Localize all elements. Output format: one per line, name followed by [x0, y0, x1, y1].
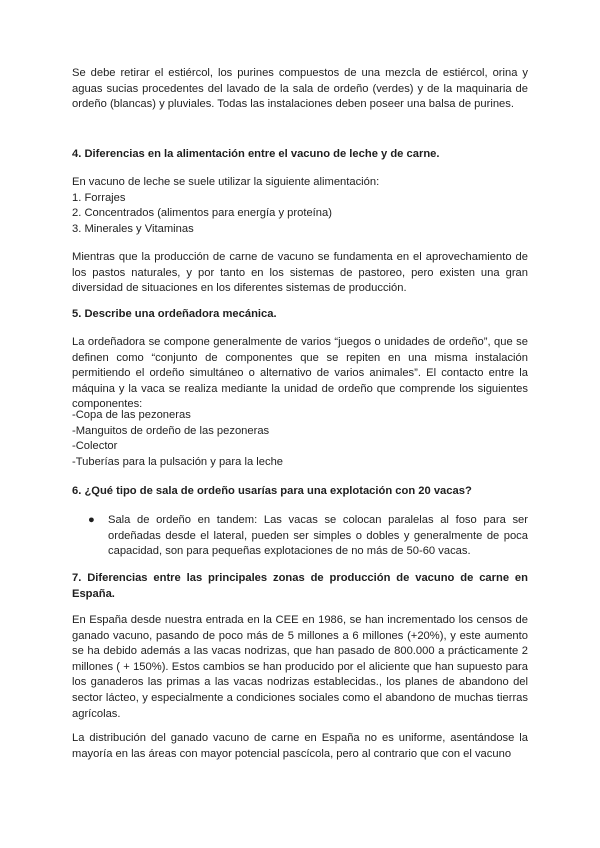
- heading-q6: 6. ¿Qué tipo de sala de ordeño usarías para una explotación con 20 vacas?: [72, 485, 472, 497]
- list-item: 3. Minerales y Vitaminas: [72, 222, 194, 235]
- paragraph-carne: Mientras que la producción de carne de vacuno se fundamenta en el aprovechamiento de los pastos naturales, y por tanto en los sistemas de pastoreo, pero existen una gran diversidad de situaciones en los diferentes sistemas de producción.: [72, 251, 528, 295]
- leche-intro: En vacuno de leche se suele utilizar la siguiente alimentación:: [72, 176, 380, 188]
- list-item: -Tuberías para la pulsación y para la leche: [72, 455, 284, 468]
- list-item: -Manguitos de ordeño de las pezoneras: [72, 424, 270, 437]
- paragraph-espana: En España desde nuestra entrada en la CEE en 1986, se han incrementado los censos de ganado vacuno, pasando de poco más de 5 millones a 6 millones (+20%), y este aumento se ha debido además a las vacas nodrizas, que han pasado de 800.000 a prácticamente 2 millones ( + 150%). Estos cambios se han producido por el aliciente que han supuesto para los ganaderos las primas a las vacas nodrizas establecidas., los planes de abandono del sector lácteo, y especialmente a condiciones sociales como el abandono de muchas tierras agrícolas.: [72, 614, 528, 720]
- componentes-list: [72, 408, 528, 470]
- paragraph-ordenadora: La ordeñadora se compone generalmente de varios “juegos o unidades de ordeño”, que se definen como “conjunto de componentes que se repiten en una misma instalación permitiendo el ordeño simultáneo o alternativo de varios animales”. El contacto entre la máquina y la vaca se realiza mediante la unidad de ordeño que comprende los siguientes componentes:: [72, 336, 528, 411]
- list-item: -Copa de las pezoneras: [72, 409, 191, 421]
- list-item: -Colector: [72, 440, 118, 453]
- leche-list: [72, 175, 528, 237]
- paragraph-purines: Se debe retirar el estiércol, los purines compuestos de una mezcla de estiércol, orina y aguas sucias procedentes del lavado de la sala de ordeño (verdes) y de la maquinaria de ordeño (blancas) y pluviales. Todas las instalaciones deben poseer una balsa de purines.: [72, 67, 528, 111]
- paragraph-distribucion: La distribución del ganado vacuno de carne en España no es uniforme, asentándose la mayoría en las áreas con mayor potencial pascícola, pero al contrario que con el vacuno: [72, 732, 528, 760]
- sala-text: Sala de ordeño en tandem: Las vacas se colocan paralelas al foso para ser ordeñadas desde el lateral, pueden ser simples o dobles y generalmente de poca capacidad, son para pequeñas explotaciones de no más de 50-60 vacas.: [108, 514, 528, 558]
- bullet-icon: ●: [88, 514, 95, 526]
- list-item: 2. Concentrados (alimentos para energía y proteína): [72, 207, 332, 220]
- heading-q7: 7. Diferencias entre las principales zonas de producción de vacuno de carne en España.: [72, 572, 528, 600]
- list-item: 1. Forrajes: [72, 191, 126, 204]
- heading-q5: 5. Describe una ordeñadora mecánica.: [72, 308, 277, 320]
- heading-q4: 4. Diferencias en la alimentación entre el vacuno de leche y de carne.: [72, 148, 440, 160]
